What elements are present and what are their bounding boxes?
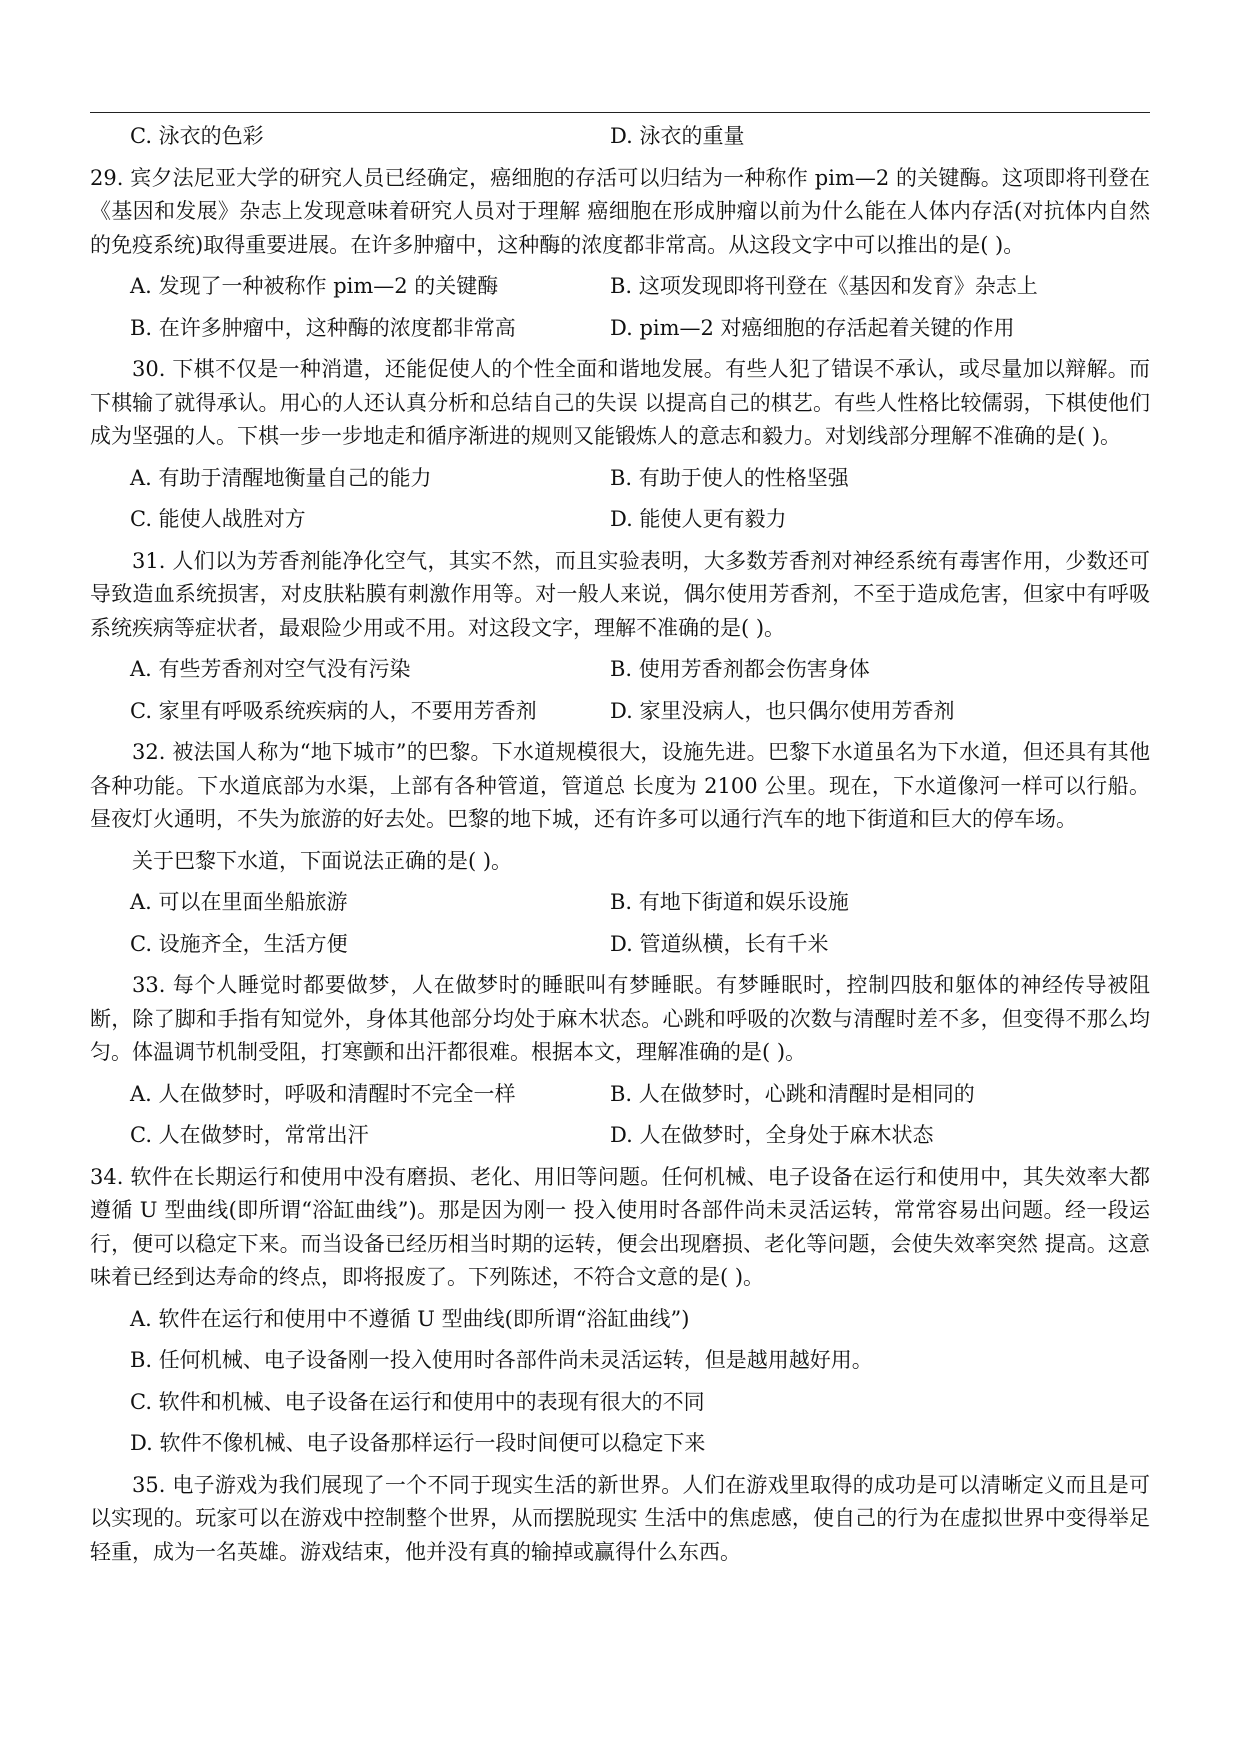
option-a: A. 发现了一种被称作 pim—2 的关键酶 (130, 274, 499, 298)
option-a: A. 有些芳香剂对空气没有污染 (130, 657, 411, 681)
option-c: C. 能使人战胜对方 (130, 507, 306, 531)
option-a: A. 可以在里面坐船旅游 (130, 890, 348, 914)
option-b: B. 任何机械、电子设备刚一投入使用时各部件尚未灵活运转，但是越用越好用。 (130, 1348, 873, 1372)
option-row (90, 120, 1150, 154)
question-30-options-row2 (90, 503, 1150, 537)
option-d: D. 能使人更有毅力 (610, 507, 787, 531)
option-b: B. 人在做梦时，心跳和清醒时是相同的 (610, 1081, 975, 1106)
question-29-stem: 29. 宾夕法尼亚大学的研究人员已经确定，癌细胞的存活可以归结为一种称作 pim—2 的关键酶。这项即将刊登在《基因和发展》杂志上发现意味着研究人员对于理解 癌细胞在形成肿瘤以前为什么能在人体内存活(对抗体内自然的免疫系统)取得重要进展。在许多肿瘤中，这种酶的浓度都非常高。从这段文字中可以推出的是( )。 (90, 165, 1150, 257)
document-body (90, 120, 1150, 1577)
question-29-options-row1 (90, 270, 1150, 304)
header-rule (90, 112, 1150, 113)
option-c: C. 软件和机械、电子设备在运行和使用中的表现有很大的不同 (130, 1389, 705, 1414)
option-c: C. 家里有呼吸系统疾病的人，不要用芳香剂 (130, 698, 537, 723)
option-c: C. 人在做梦时，常常出汗 (130, 1123, 369, 1147)
question-31-stem: 31. 人们以为芳香剂能净化空气，其实不然，而且实验表明，大多数芳香剂对神经系统有毒害作用，少数还可导致造血系统损害，对皮肤粘膜有刺激作用等。对一般人来说，偶尔使用芳香剂，不至于造成危害，但家中有呼吸系统疾病等症状者，最艰险少用或不用。对这段文字，理解不准确的是( )。 (90, 548, 1150, 640)
option-b: B. 这项发现即将刊登在《基因和发育》杂志上 (610, 274, 1038, 298)
option-b: B. 有地下街道和娱乐设施 (610, 890, 849, 914)
question-34-stem: 34. 软件在长期运行和使用中没有磨损、老化、用旧等问题。任何机械、电子设备在运行和使用中，其失效率大都遵循 U 型曲线(即所谓“浴缸曲线”)。那是因为刚一 投入使用时各部件尚未灵活运转，常常容易出问题。经一段运行，便可以稳定下来。而当设备已经历相当时期的运转，便会出现磨损、老化等问题，会使失效率突然 提高。这意味着已经到达寿命的终点，即将报废了。下列陈述，不符合文意的是( )。 (90, 1164, 1150, 1289)
option-d: D. 人在做梦时，全身处于麻木状态 (610, 1123, 934, 1147)
question-29-options-row2 (90, 312, 1150, 346)
question-33-options-row1 (90, 1078, 1150, 1112)
question-32-stem: 32. 被法国人称为“地下城市”的巴黎。下水道规模很大，设施先进。巴黎下水道虽名为下水道，但还具有其他各种功能。下水道底部为水渠，上部有各种管道，管道总 长度为 2100 公里。现在，下水道像河一样可以行船。昼夜灯火通明，不失为旅游的好去处。巴黎的地下城，还有许多可以通行汽车的地下街道和巨大的停车场。 (90, 740, 1150, 831)
option-c: C. 设施齐全，生活方便 (130, 931, 348, 956)
question-35-stem: 35. 电子游戏为我们展现了一个不同于现实生活的新世界。人们在游戏里取得的成功是可以清晰定义而且是可以实现的。玩家可以在游戏中控制整个世界，从而摆脱现实 生活中的焦虑感，使自己的行为在虚拟世界中变得举足轻重，成为一名英雄。游戏结束，他并没有真的输掉或赢得什么东西。 (90, 1472, 1150, 1564)
question-33-stem: 33. 每个人睡觉时都要做梦，人在做梦时的睡眠叫有梦睡眠。有梦睡眠时，控制四肢和躯体的神经传导被阻断，除了脚和手指有知觉外，身体其他部分均处于麻木状态。心跳和呼吸的次数与清醒时差不多，但变得不那么均匀。体温调节机制受阻，打寒颤和出汗都很难。根据本文，理解准确的是( )。 (90, 973, 1150, 1064)
option-d: D. 泳衣的重量 (610, 124, 745, 148)
question-32-options-row2 (90, 928, 1150, 962)
option-d: D. pim—2 对癌细胞的存活起着关键的作用 (610, 315, 1015, 340)
option-d: D. 管道纵横，长有千米 (610, 931, 829, 956)
option-c: C. 泳衣的色彩 (130, 124, 264, 148)
option-b: B. 使用芳香剂都会伤害身体 (610, 657, 870, 681)
option-d: D. 家里没病人，也只偶尔使用芳香剂 (610, 698, 955, 723)
option-c: B. 在许多肿瘤中，这种酶的浓度都非常高 (130, 315, 516, 340)
question-30-stem: 30. 下棋不仅是一种消遣，还能促使人的个性全面和谐地发展。有些人犯了错误不承认，或尽量加以辩解。而下棋输了就得承认。用心的人还认真分析和总结自己的失误 以提高自己的棋艺。有些人性格比较儒弱，下棋使他们成为坚强的人。下棋一步一步地走和循序渐进的规则又能锻炼人的意志和毅力。对划线部分理解不准确的是( )。 (90, 357, 1150, 448)
question-32-question: 关于巴黎下水道，下面说法正确的是( )。 (132, 848, 513, 873)
question-31-options-row2 (90, 695, 1150, 729)
option-a: A. 人在做梦时，呼吸和清醒时不完全一样 (130, 1081, 516, 1106)
option-d: D. 软件不像机械、电子设备那样运行一段时间便可以稳定下来 (130, 1431, 706, 1455)
option-b: B. 有助于使人的性格坚强 (610, 465, 849, 490)
question-31-options-row1 (90, 653, 1150, 687)
question-32-options-row1 (90, 886, 1150, 920)
question-30-options-row1 (90, 462, 1150, 496)
question-33-options-row2 (90, 1119, 1150, 1153)
option-a: A. 有助于清醒地衡量自己的能力 (130, 465, 432, 490)
option-a: A. 软件在运行和使用中不遵循 U 型曲线(即所谓“浴缸曲线”) (130, 1306, 690, 1331)
